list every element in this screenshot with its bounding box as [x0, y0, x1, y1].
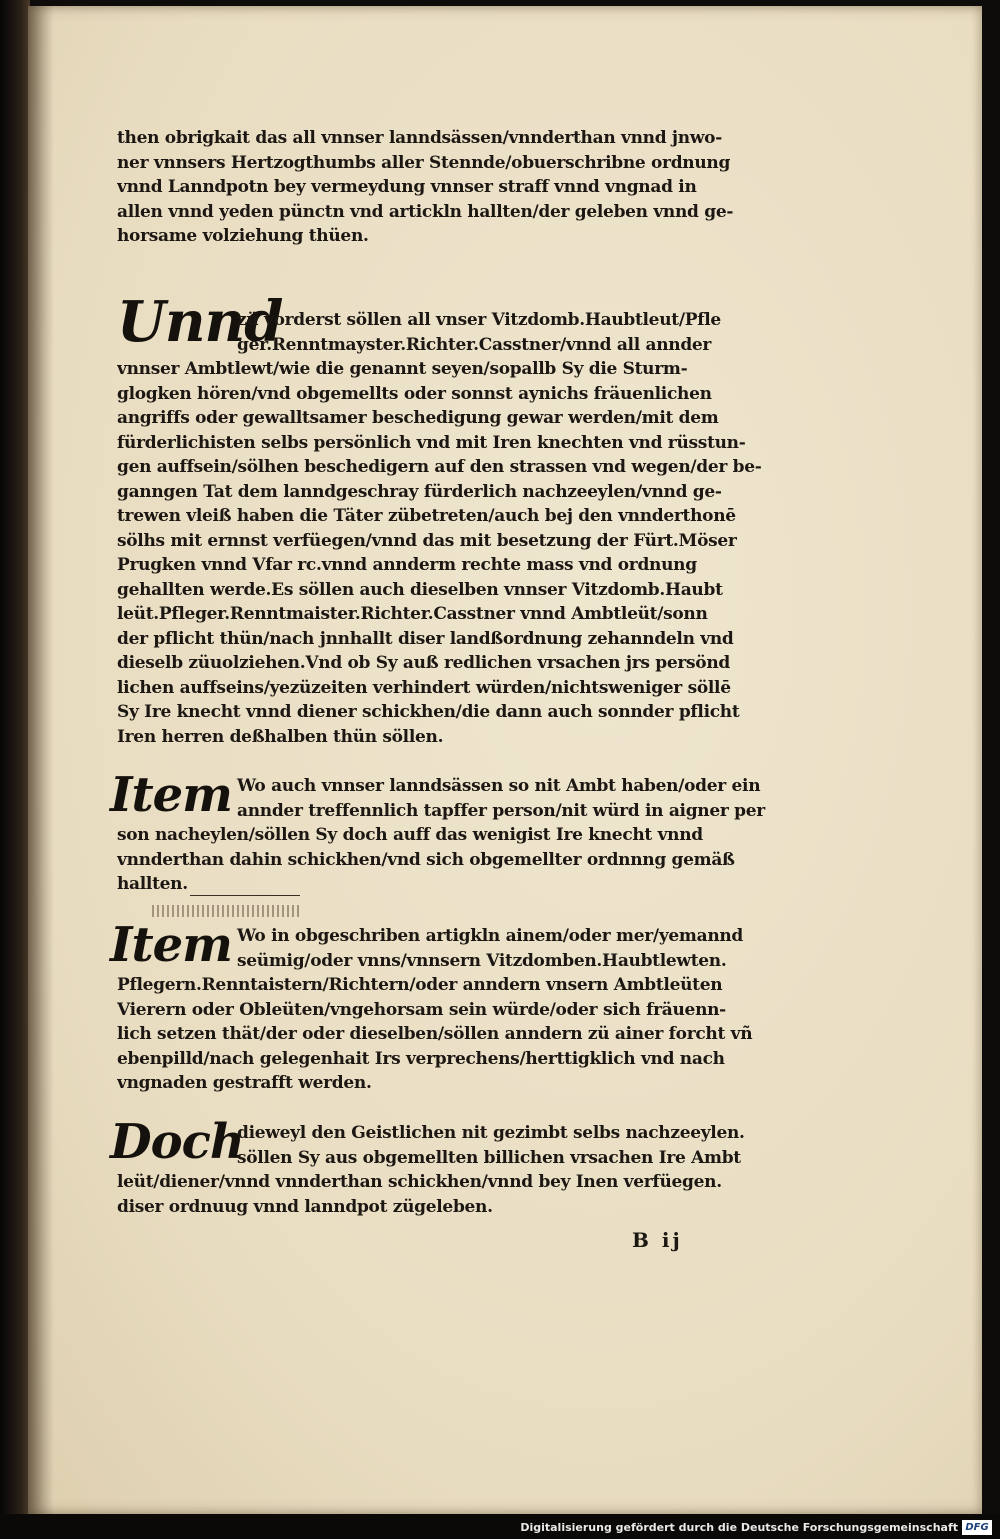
text-line: leüt/diener/vnnd vnnderthan schickhen/vnnd bey Inen verfüegen. [117, 1172, 722, 1192]
text-line: dieweyl den Geistlichen nit gezimbt selbs nachzeeylen. [237, 1123, 745, 1143]
paragraph-continuation [117, 126, 817, 249]
text-line: Vierern oder Obleüten/vngehorsam sein würde/oder sich fräuenn- [117, 999, 726, 1020]
text-line: leüt.Pfleger.Renntmaister.Richter.Casstner vnnd Ambtleüt/sonn [117, 604, 708, 624]
text-line: gen auffsein/sölhen beschedigern auf den strassen vnd wegen/der be- [117, 457, 762, 477]
decorated-initial: Doch [110, 1114, 244, 1170]
dfg-logo: DFG [962, 1520, 992, 1535]
print-ornament [152, 905, 302, 917]
decorated-initial: Item [110, 767, 232, 823]
text-line: sölhs mit ernnst verfüegen/vnnd das mit besetzung der Fürt.Möser [117, 530, 737, 551]
text-line: Pflegern.Renntaistern/Richtern/oder anndern vnsern Ambtleüten [117, 975, 723, 995]
text-line: vnnser Ambtlewt/wie die genannt seyen/sopallb Sy die Sturm- [117, 359, 688, 379]
text-line: trewen vleiß haben die Täter zübetreten/auch bej den vnnderthonē [117, 506, 736, 526]
text-line: vnnd Lanndpotn bey vermeydung vnnser straff vnnd vngnad in [117, 177, 697, 197]
decorated-initial: Unnd [117, 289, 283, 355]
text-line: angriffs oder gewalltsamer beschedigung gewar werden/mit dem [117, 408, 719, 428]
text-line: then obrigkait das all vnnser lanndsässen/vnnderthan vnnd jnwo- [117, 128, 722, 148]
text-line: lich setzen thät/der oder dieselben/söllen anndern zü ainer forcht vñ [117, 1024, 753, 1044]
text-line: son nacheylen/söllen Sy doch auff das wenigist Ire knecht vnnd [117, 825, 703, 845]
text-line: fürderlichisten selbs persönlich vnd mit Iren knechten vnd rüsstun- [117, 432, 746, 453]
text-line: seümig/oder vnns/vnnsern Vitzdomben.Haubtlewten. [237, 950, 727, 971]
text-line: ner vnnsers Hertzogthumbs aller Stennde/obuerschribne ordnung [117, 152, 731, 173]
text-line: der pflicht thün/nach jnnhallt diser landßordnung zehanndeln vnd [117, 628, 734, 649]
text-line: ger.Renntmayster.Richter.Casstner/vnnd all annder [237, 334, 712, 355]
text-line: lichen auffseins/yezüzeiten verhindert würden/nichtsweniger söllē [117, 677, 731, 698]
paragraph [117, 774, 817, 897]
text-line: vngnaden gestrafft werden. [117, 1073, 372, 1093]
decorated-initial: Item [110, 917, 232, 973]
text-line: ebenpilld/nach gelegenhait Irs verprechens/herttigklich vnd nach [117, 1048, 725, 1069]
footer-credit: Digitalisierung gefördert durch die Deutsche Forschungsgemeinschaft [520, 1521, 958, 1534]
text-line: söllen Sy aus obgemellten billichen vrsachen Ire Ambt [237, 1147, 741, 1168]
text-line: glogken hören/vnd obgemellts oder sonnst aynichs fräuenlichen [117, 383, 712, 404]
paragraph [117, 924, 817, 1096]
footer-bar [0, 1514, 1000, 1539]
text-line: allen vnnd yeden pünctn vnd artickln hallten/der geleben vnnd ge- [117, 201, 734, 222]
text-line: hallten. [117, 874, 188, 894]
text-line: ganngen Tat dem lanndgeschray fürderlich nachzeeylen/vnnd ge- [117, 481, 722, 502]
text-line: Iren herren deßhalben thün söllen. [117, 726, 444, 747]
text-line: horsame volziehung thüen. [117, 226, 369, 246]
text-line: diser ordnuug vnnd lanndpot zügeleben. [117, 1196, 493, 1217]
divider-rule [190, 895, 300, 896]
text-line: vnnderthan dahin schickhen/vnd sich obgemellter ordnnng gemäß [117, 849, 735, 870]
text-line: Wo auch vnnser lanndsässen so nit Ambt haben/oder ein [237, 776, 761, 796]
book-edge [0, 0, 30, 1539]
paragraph [117, 1121, 817, 1219]
signature-mark: B ij [632, 1228, 683, 1252]
text-line: dieselb züuolziehen.Vnd ob Sy auß redlichen vrsachen jrs persönd [117, 653, 730, 673]
text-line: gehallten werde.Es söllen auch dieselben vnnser Vitzdomb.Haubt [117, 579, 723, 600]
paragraph [117, 308, 817, 749]
text-line: Prugken vnnd Vfar rc.vnnd annderm rechte mass vnd ordnung [117, 555, 697, 575]
text-line: Sy Ire knecht vnnd diener schickhen/die dann auch sonnder pflicht [117, 702, 740, 722]
text-line: annder treffennlich tapffer person/nit würd in aigner per [237, 800, 765, 821]
text-line: Wo in obgeschriben artigkln ainem/oder mer/yemannd [237, 926, 744, 946]
spine-shadow [28, 6, 54, 1514]
text-line: zü vorderst söllen all vnser Vitzdomb.Haubtleut/Pfle [237, 310, 721, 330]
